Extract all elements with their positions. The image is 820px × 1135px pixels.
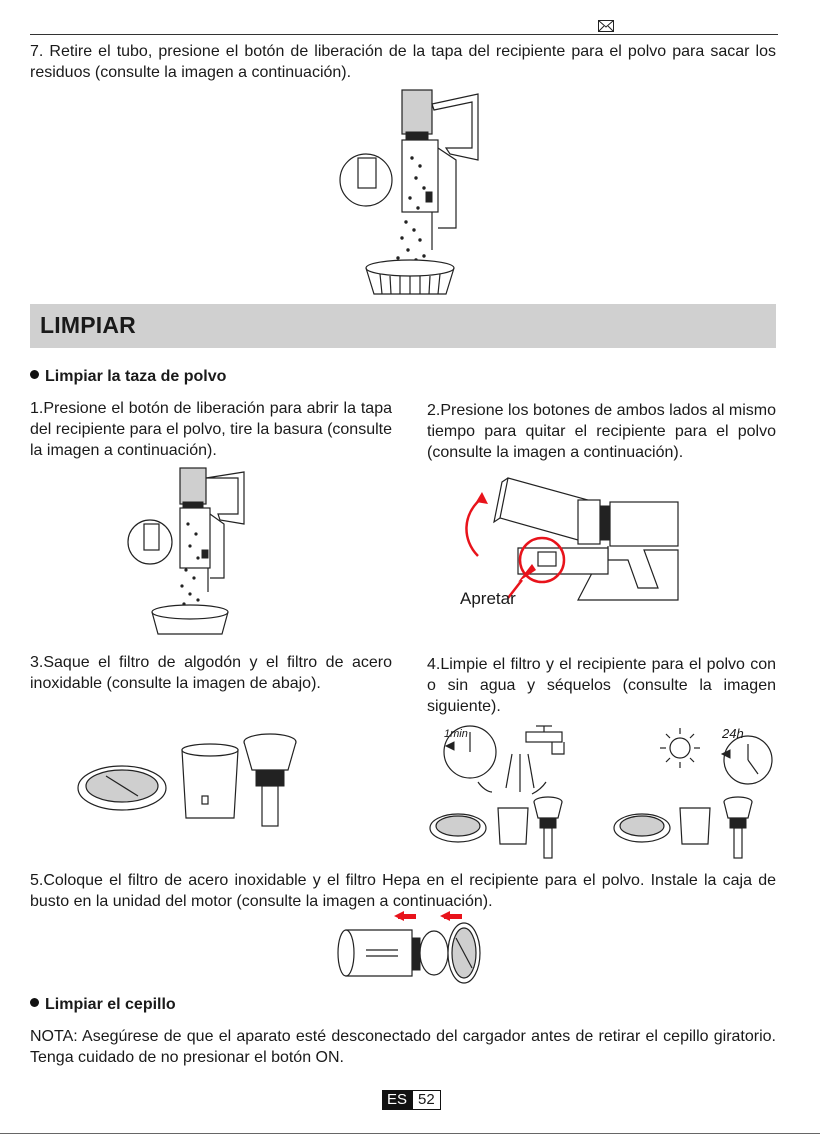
reassembly-illustration xyxy=(336,910,486,986)
footer-rule xyxy=(0,1133,820,1134)
step3-text: 3.Saque el filtro de algodón y el filtro de acero inoxidable (consulte la imagen de abajo). xyxy=(30,654,392,692)
filters-illustration xyxy=(76,730,306,830)
step2-text: 2.Presione los botones de ambos lados al mismo tiempo para quitar el recipiente para el polvo (consulte la imagen a continuación). xyxy=(427,402,776,461)
drying-illustration xyxy=(608,722,778,860)
open-lid-illustration xyxy=(124,466,250,636)
section-header xyxy=(30,304,776,348)
step7-text: 7. Retire el tubo, presione el botón de liberación de la tapa del recipiente para el polvo para sacar los residuos (consulte la imagen a continuación). xyxy=(30,43,776,81)
subheading-dust-cup xyxy=(30,368,226,386)
section-title: LIMPIAR xyxy=(40,312,136,338)
header-rule xyxy=(30,34,778,35)
step4-text: 4.Limpie el filtro y el recipiente para el polvo con o sin agua y séquelos (consulte la imagen siguiente). xyxy=(427,656,776,715)
subheading-brush xyxy=(30,996,176,1014)
language-badge: ES xyxy=(382,1090,412,1110)
subheading-label: Limpiar la taza de polvo xyxy=(45,368,227,385)
timer-24h: 24h xyxy=(722,726,744,741)
bullet-icon xyxy=(30,370,39,379)
page-number xyxy=(382,1090,441,1110)
bullet-icon xyxy=(30,998,39,1007)
timer-1min: 1min xyxy=(444,728,468,740)
dust-bin-emptying-illustration xyxy=(330,88,490,296)
envelope-icon xyxy=(598,20,614,32)
press-label: Apretar xyxy=(460,589,516,608)
step1-text: 1.Presione el botón de liberación para abrir la tapa del recipiente para el polvo, tire la basura (consulte la imagen a continuación). xyxy=(30,400,392,459)
step5-text: 5.Coloque el filtro de acero inoxidable y el filtro Hepa en el recipiente para el polvo. Instale la caja de busto en la unidad del motor (consulte la imagen a continuación). xyxy=(30,872,776,910)
page-number-value: 52 xyxy=(412,1090,441,1110)
washing-illustration xyxy=(426,722,586,860)
note-text: NOTA: Asegúrese de que el aparato esté desconectado del cargador antes de retirar el cepillo giratorio. Tenga cuidado de no presionar el botón ON. xyxy=(30,1028,776,1066)
subheading-label: Limpiar el cepillo xyxy=(45,996,176,1013)
